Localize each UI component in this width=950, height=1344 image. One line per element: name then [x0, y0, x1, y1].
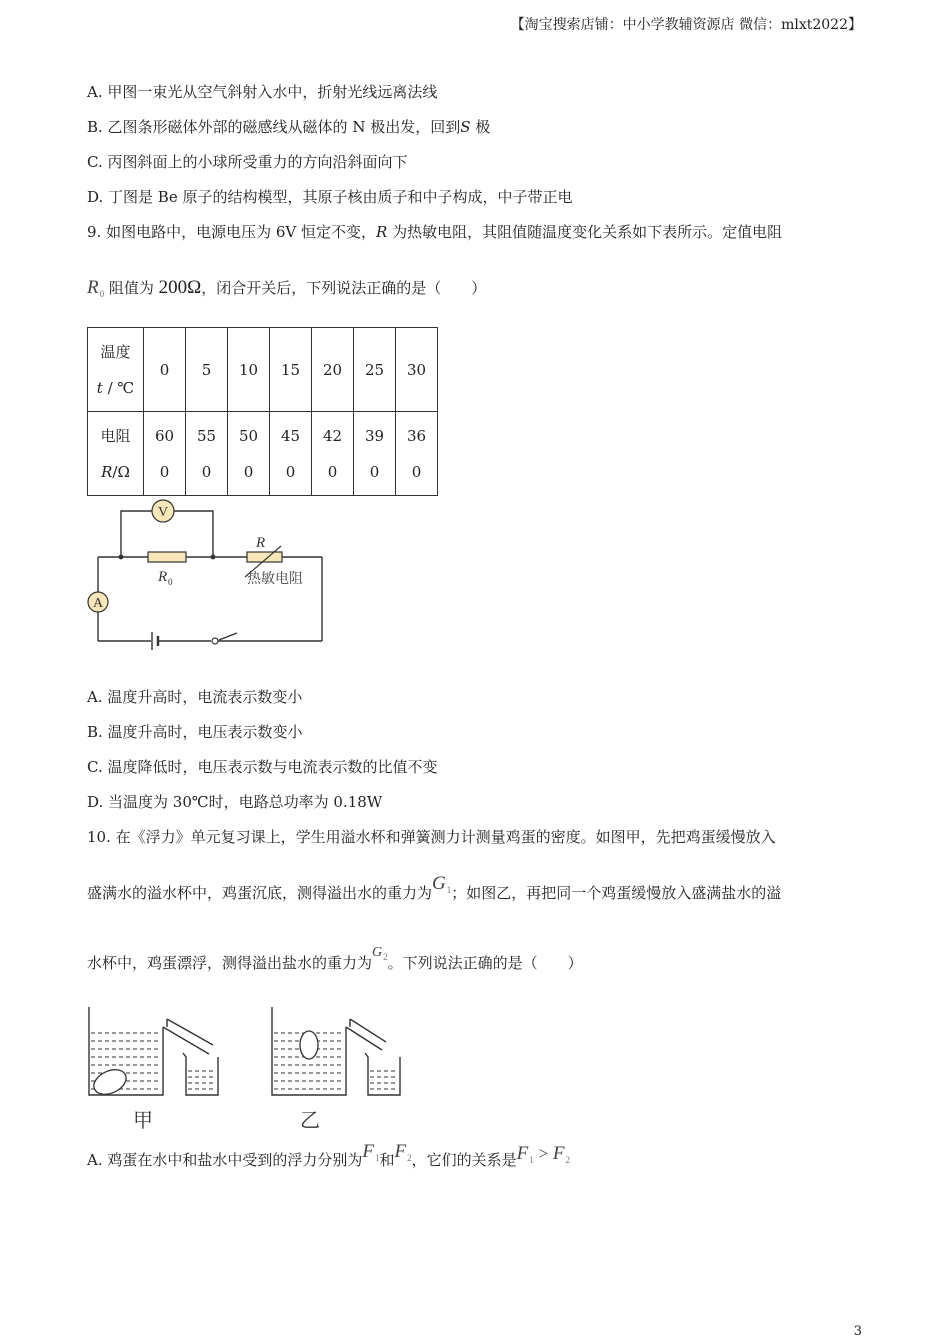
q8-option-b-tail: 极	[470, 118, 491, 136]
q9-stem-line1	[87, 222, 782, 242]
voltmeter-label: V	[157, 505, 169, 520]
table-cell: 30	[396, 328, 438, 412]
q10-opta-b: ，它们的关系是	[411, 1151, 517, 1169]
table-row-temperature	[88, 328, 438, 412]
q10-line2-b: ；如图乙，再把同一个鸡蛋缓慢放入盛满盐水的溢	[451, 884, 782, 902]
table-header-temperature: 温度 t / ℃	[88, 328, 144, 412]
q9-r0-value: 200Ω	[158, 277, 202, 298]
r0-label: R	[158, 569, 168, 585]
q8-option-a: A. 甲图一束光从空气斜射入水中，折射光线远离法线	[87, 83, 438, 101]
q8-option-b-text: B. 乙图条形磁体外部的磁感线从磁体的 N 极出发，回到	[87, 118, 461, 136]
q9-option-c: C. 温度降低时，电压表示数与电流表示数的比值不变	[87, 758, 438, 776]
egg-sunk	[90, 1065, 130, 1099]
q10-opta-a: A. 鸡蛋在水中和盐水中受到的浮力分别为	[87, 1151, 363, 1169]
q10-opta-and: 和	[379, 1151, 395, 1169]
r0-label-sub: 0	[168, 577, 173, 587]
page-header: 【淘宝搜索店铺：中小学教辅资源店 微信：mlxt2022】	[510, 17, 862, 33]
q10-line3-b: 。下列说法正确的是（ ）	[387, 954, 583, 972]
q10-stem-line3	[87, 945, 583, 982]
q10-stem-line1: 10. 在《浮力》单元复习课上，学生用溢水杯和弹簧测力计测量鸡蛋的密度。如图甲，先把鸡蛋缓慢放入	[87, 828, 776, 846]
table-cell: 42 0	[312, 412, 354, 496]
q9-stem-post: 为热敏电阻，其阻值随温度变化关系如下表所示。定值电阻	[387, 223, 783, 241]
egg-floating	[300, 1031, 318, 1059]
q9-stem-line2	[87, 275, 486, 307]
junction-dot	[119, 555, 124, 560]
table-cell: 50 0	[228, 412, 270, 496]
q9-stem-pre: 9. 如图电路中，电源电压为 6V 恒定不变，	[87, 223, 376, 241]
junction-dot	[211, 555, 216, 560]
table-cell: 5	[186, 328, 228, 412]
r0-resistor	[148, 552, 186, 562]
overflow-cup-figures	[85, 1005, 415, 1135]
table-row-resistance	[88, 412, 438, 496]
q8-option-b-var: S	[460, 118, 471, 136]
q10-line2-a: 盛满水的溢水杯中，鸡蛋沉底，测得溢出水的重力为	[87, 884, 433, 902]
table-cell: 10	[228, 328, 270, 412]
q9-option-b: B. 温度升高时，电压表示数变小	[87, 723, 303, 741]
thermistor-label: 热敏电阻	[247, 571, 303, 587]
q9-stem-b: ，闭合开关后，下列说法正确的是（ ）	[201, 279, 487, 297]
table-cell: 45 0	[270, 412, 312, 496]
q10-relation: $F_1 > F_2$	[516, 1143, 570, 1165]
figure-label-yi: 乙	[300, 1108, 320, 1132]
q8-option-d: D. 丁图是 Be 原子的结构模型，其原子核由质子和中子构成，中子带正电	[87, 188, 573, 206]
table-cell: 25	[354, 328, 396, 412]
q10-g1-symbol: $G_1$	[432, 873, 452, 895]
page-number: 3	[853, 1324, 862, 1339]
q10-f2-symbol: $F_2$	[394, 1141, 412, 1163]
table-cell: 0	[144, 328, 186, 412]
q9-stem-var: R	[376, 223, 388, 241]
table-cell: 60 0	[144, 412, 186, 496]
q10-g2-symbol: $G_2$	[372, 945, 388, 962]
q8-option-b	[87, 117, 490, 137]
switch-contact	[212, 638, 218, 644]
temperature-resistance-table	[87, 327, 438, 496]
table-cell: 15	[270, 328, 312, 412]
figure-label-jia: 甲	[133, 1108, 153, 1132]
q8-option-c: C. 丙图斜面上的小球所受重力的方向沿斜面向下	[87, 153, 408, 171]
q9-r0-symbol: $R_0$	[87, 277, 105, 299]
r-label: R	[256, 535, 266, 551]
table-header-resistance: 电阻 R/Ω	[88, 412, 144, 496]
q9-option-a: A. 温度升高时，电流表示数变小	[87, 688, 303, 706]
table-cell: 55 0	[186, 412, 228, 496]
figure-yi	[272, 1007, 400, 1095]
q10-f1-symbol: $F_1$	[362, 1141, 380, 1163]
q9-option-d: D. 当温度为 30℃时，电路总功率为 0.18W	[87, 793, 383, 811]
figure-jia	[89, 1007, 218, 1099]
table-cell: 36 0	[396, 412, 438, 496]
q9-stem-a: 阻值为	[104, 279, 159, 297]
table-cell: 20	[312, 328, 354, 412]
ammeter-label: A	[92, 596, 104, 611]
q10-stem-line2	[87, 873, 782, 912]
q10-line3-a: 水杯中，鸡蛋漂浮，测得溢出盐水的重力为	[87, 954, 373, 972]
circuit-diagram	[85, 495, 335, 660]
q10-option-a	[87, 1141, 570, 1180]
table-cell: 39 0	[354, 412, 396, 496]
